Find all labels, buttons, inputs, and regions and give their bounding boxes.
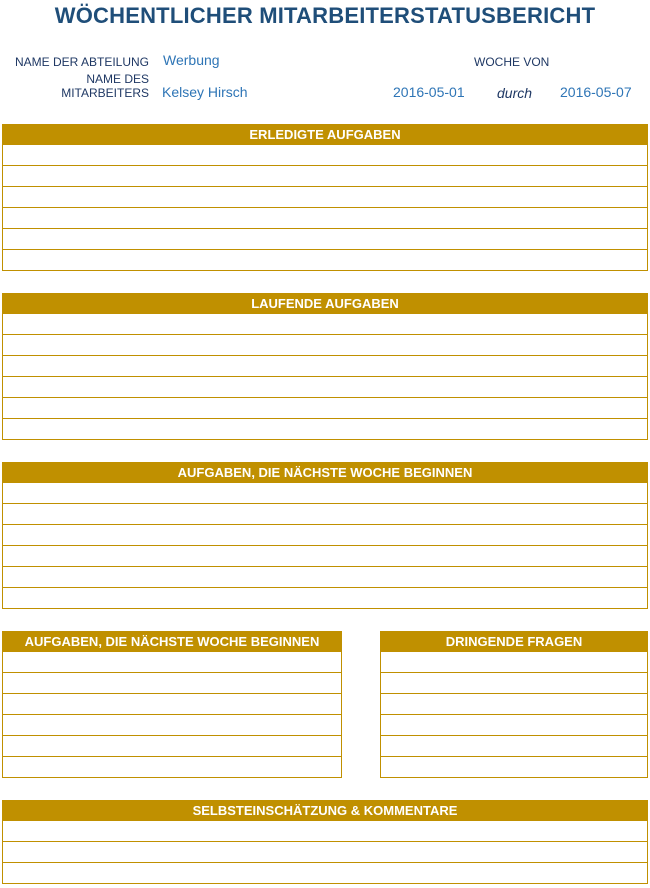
urgent-questions-section: [380, 631, 648, 778]
table-row[interactable]: [381, 735, 647, 756]
next-week-tasks-header: AUFGABEN, DIE NÄCHSTE WOCHE BEGINNEN: [2, 462, 648, 483]
next-week-tasks-left-header: AUFGABEN, DIE NÄCHSTE WOCHE BEGINNEN: [2, 631, 342, 652]
table-row[interactable]: [3, 314, 647, 334]
table-row[interactable]: [3, 355, 647, 376]
table-row[interactable]: [3, 483, 647, 503]
employee-label: [4, 72, 149, 100]
table-row[interactable]: [3, 693, 341, 714]
table-row[interactable]: [3, 186, 647, 207]
employee-label-line1: NAME DES: [86, 72, 149, 86]
table-row[interactable]: [3, 228, 647, 249]
table-row[interactable]: [381, 714, 647, 735]
table-row[interactable]: [3, 841, 647, 862]
table-row[interactable]: [381, 756, 647, 777]
next-week-tasks-left-section: [2, 631, 342, 778]
table-row[interactable]: [3, 566, 647, 587]
table-row[interactable]: [381, 693, 647, 714]
table-row[interactable]: [3, 165, 647, 186]
table-row[interactable]: [3, 418, 647, 439]
table-row[interactable]: [3, 503, 647, 524]
table-row[interactable]: [3, 735, 341, 756]
completed-tasks-header: ERLEDIGTE AUFGABEN: [2, 124, 648, 145]
table-row[interactable]: [3, 587, 647, 608]
week-separator: durch: [497, 85, 533, 101]
page-title: WÖCHENTLICHER MITARBEITERSTATUSBERICHT: [54, 3, 596, 28]
week-end-value[interactable]: 2016-05-07: [560, 84, 632, 100]
self-assessment-header: SELBSTEINSCHÄTZUNG & KOMMENTARE: [2, 800, 648, 821]
table-row[interactable]: [3, 672, 341, 693]
table-row[interactable]: [3, 397, 647, 418]
table-row[interactable]: [3, 207, 647, 228]
employee-value[interactable]: Kelsey Hirsch: [162, 84, 248, 100]
employee-label-line2: MITARBEITERS: [61, 86, 149, 100]
table-row[interactable]: [381, 652, 647, 672]
next-week-tasks-section: [2, 462, 648, 609]
table-row[interactable]: [3, 249, 647, 270]
ongoing-tasks-header: LAUFENDE AUFGABEN: [2, 293, 648, 314]
completed-tasks-section: [2, 124, 648, 271]
table-row[interactable]: [3, 145, 647, 165]
table-row[interactable]: [381, 672, 647, 693]
self-assessment-section: [2, 800, 648, 884]
ongoing-tasks-section: [2, 293, 648, 440]
week-start-value[interactable]: 2016-05-01: [393, 84, 465, 100]
urgent-questions-header: DRINGENDE FRAGEN: [380, 631, 648, 652]
week-label: WOCHE VON: [474, 55, 550, 69]
table-row[interactable]: [3, 652, 341, 672]
table-row[interactable]: [3, 545, 647, 566]
table-row[interactable]: [3, 821, 647, 841]
table-row[interactable]: [3, 714, 341, 735]
department-label: NAME DER ABTEILUNG: [14, 55, 149, 69]
department-value[interactable]: Werbung: [163, 52, 220, 68]
table-row[interactable]: [3, 376, 647, 397]
table-row[interactable]: [3, 862, 647, 883]
table-row[interactable]: [3, 334, 647, 355]
table-row[interactable]: [3, 524, 647, 545]
table-row[interactable]: [3, 756, 341, 777]
